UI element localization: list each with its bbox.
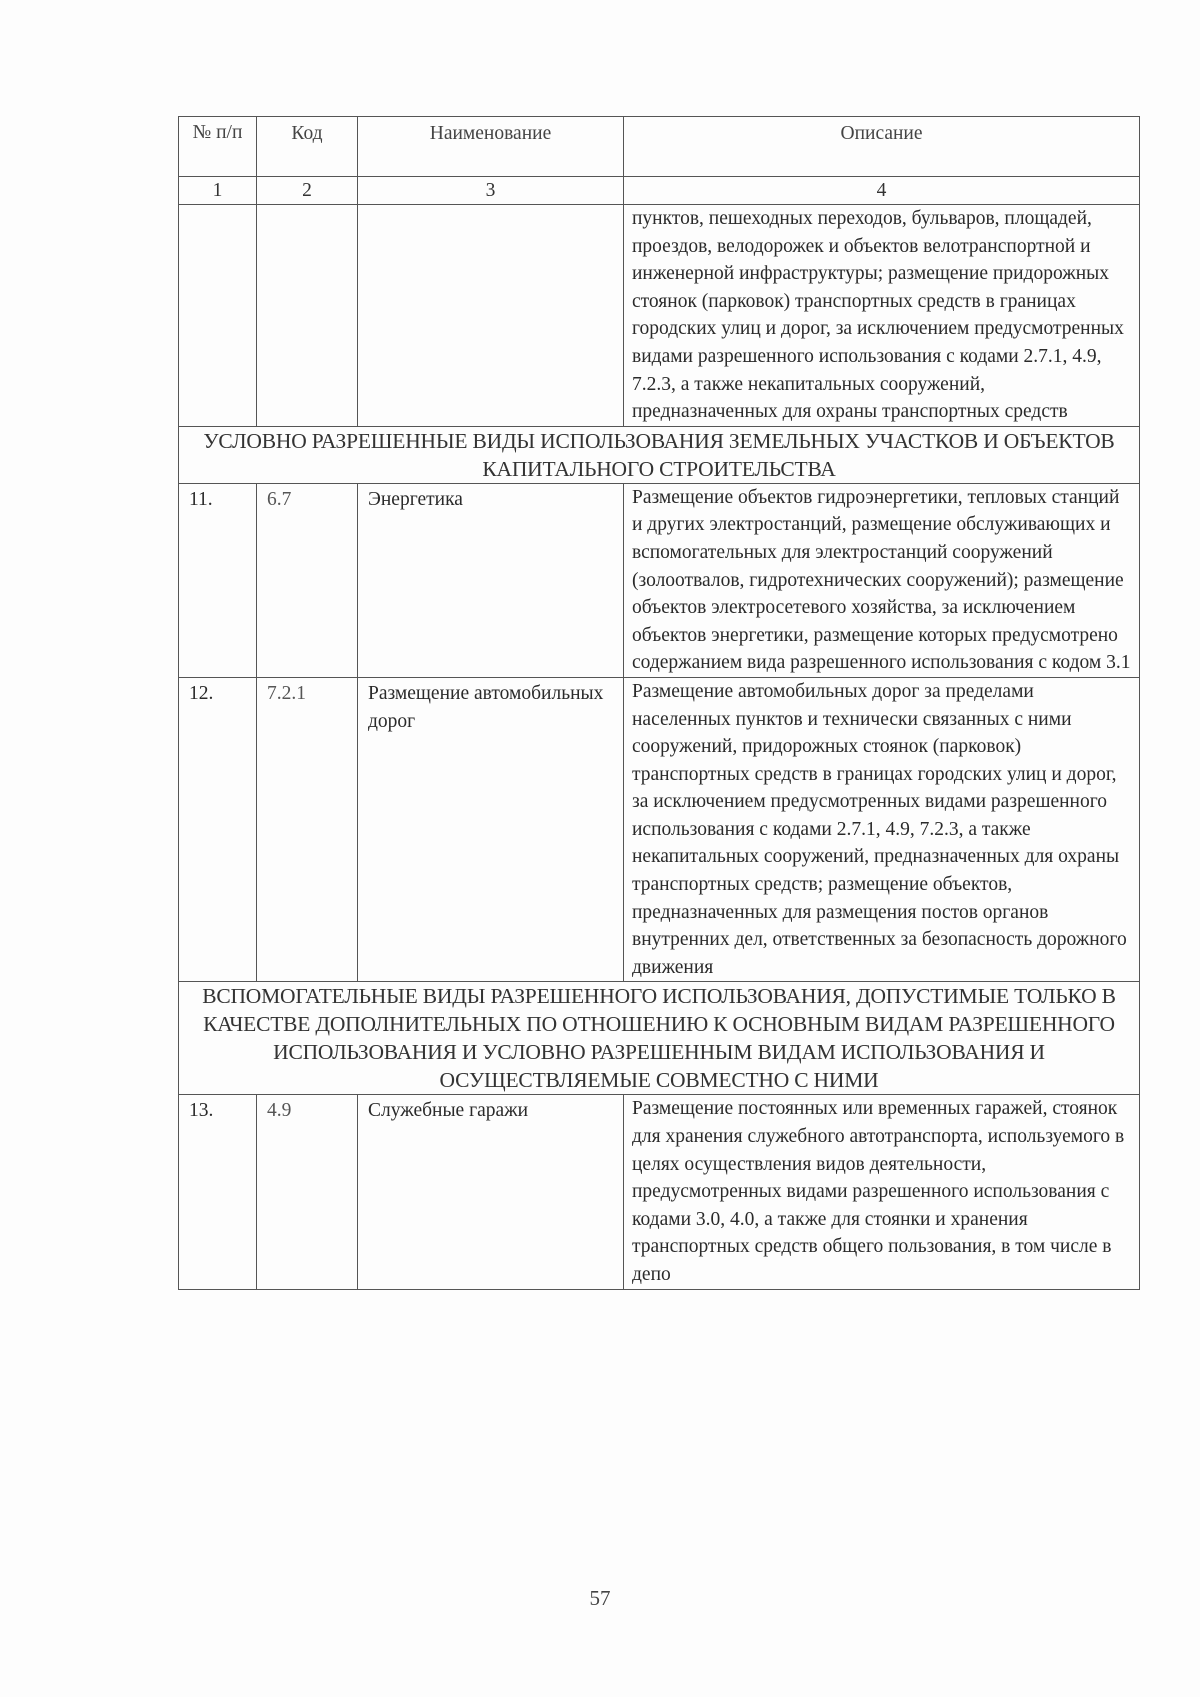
column-number: 4 bbox=[624, 177, 1140, 205]
row-description: Размещение постоянных или временных гаражей, стоянок для хранения служебного автотранспорта, используемого в целях осуществления видов деятельности, предусмотренных видами разрешенного использования с кодами 3.0, 4.0, а также для стоянки и хранения транспортных средств общего пользования, в том числе в депо bbox=[624, 1095, 1140, 1289]
land-use-table bbox=[178, 116, 1140, 1290]
row-name: Служебные гаражи bbox=[358, 1095, 624, 1289]
row-num: 13. bbox=[179, 1095, 257, 1289]
row-name: Энергетика bbox=[358, 483, 624, 677]
table-header-row bbox=[179, 117, 1140, 177]
section-heading-conditional: УСЛОВНО РАЗРЕШЕННЫЕ ВИДЫ ИСПОЛЬЗОВАНИЯ ЗЕМЕЛЬНЫХ УЧАСТКОВ И ОБЪЕКТОВ КАПИТАЛЬНОГО СТРОИТЕЛЬСТВА bbox=[179, 426, 1140, 483]
column-number: 2 bbox=[257, 177, 358, 205]
table-row bbox=[179, 1095, 1140, 1289]
row-code-cell bbox=[257, 205, 358, 427]
column-number-row bbox=[179, 177, 1140, 205]
row-num-cell bbox=[179, 205, 257, 427]
row-num: 11. bbox=[179, 483, 257, 677]
row-description: пунктов, пешеходных переходов, бульваров, площадей, проездов, велодорожек и объектов велотранспортной и инженерной инфраструктуры; размещение придорожных стоянок (парковок) транспортных средств в границах городских улиц и дорог, за исключением предусмотренных видами разрешенного использования с кодами 2.7.1, 4.9, 7.2.3, а также некапитальных сооружений, предназначенных для охраны транспортных средств bbox=[624, 205, 1140, 427]
table-row bbox=[179, 483, 1140, 677]
row-num: 12. bbox=[179, 677, 257, 982]
table-row bbox=[179, 677, 1140, 982]
column-number: 1 bbox=[179, 177, 257, 205]
header-code: Код bbox=[257, 117, 358, 177]
page-number: 57 bbox=[589, 1586, 611, 1610]
header-name: Наименование bbox=[358, 117, 624, 177]
row-code: 6.7 bbox=[257, 483, 358, 677]
row-code: 7.2.1 bbox=[257, 677, 358, 982]
section-heading-row bbox=[179, 982, 1140, 1095]
header-description: Описание bbox=[624, 117, 1140, 177]
row-code: 4.9 bbox=[257, 1095, 358, 1289]
column-number: 3 bbox=[358, 177, 624, 205]
table-row-continued bbox=[179, 205, 1140, 427]
row-description: Размещение автомобильных дорог за пределами населенных пунктов и технически связанных с ними сооружений, придорожных стоянок (парковок) транспортных средств в границах городских улиц и дорог, за исключением предусмотренных видами разрешенного использования с кодами 2.7.1, 4.9, 7.2.3, а также некапитальных сооружений, предназначенных для охраны транспортных средств; размещение объектов, предназначенных для размещения постов органов внутренних дел, ответственных за безопасность дорожного движения bbox=[624, 677, 1140, 982]
header-num: № п/п bbox=[179, 117, 257, 177]
row-description: Размещение объектов гидроэнергетики, тепловых станций и других электростанций, размещение обслуживающих и вспомогательных для электростанций сооружений (золоотвалов, гидротехнических сооружений); размещение объектов электросетевого хозяйства, за исключением объектов энергетики, размещение которых предусмотрено содержанием вида разрешенного использования с кодом 3.1 bbox=[624, 483, 1140, 677]
row-name-cell bbox=[358, 205, 624, 427]
row-name: Размещение автомобильных дорог bbox=[358, 677, 624, 982]
section-heading-auxiliary: ВСПОМОГАТЕЛЬНЫЕ ВИДЫ РАЗРЕШЕННОГО ИСПОЛЬЗОВАНИЯ, ДОПУСТИМЫЕ ТОЛЬКО В КАЧЕСТВЕ ДОПОЛНИТЕЛЬНЫХ ПО ОТНОШЕНИЮ К ОСНОВНЫМ ВИДАМ РАЗРЕШЕННОГО ИСПОЛЬЗОВАНИЯ И УСЛОВНО РАЗРЕШЕННЫМ ВИДАМ ИСПОЛЬЗОВАНИЯ И ОСУЩЕСТВЛЯЕМЫЕ СОВМЕСТНО С НИМИ bbox=[179, 982, 1140, 1095]
section-heading-row bbox=[179, 426, 1140, 483]
